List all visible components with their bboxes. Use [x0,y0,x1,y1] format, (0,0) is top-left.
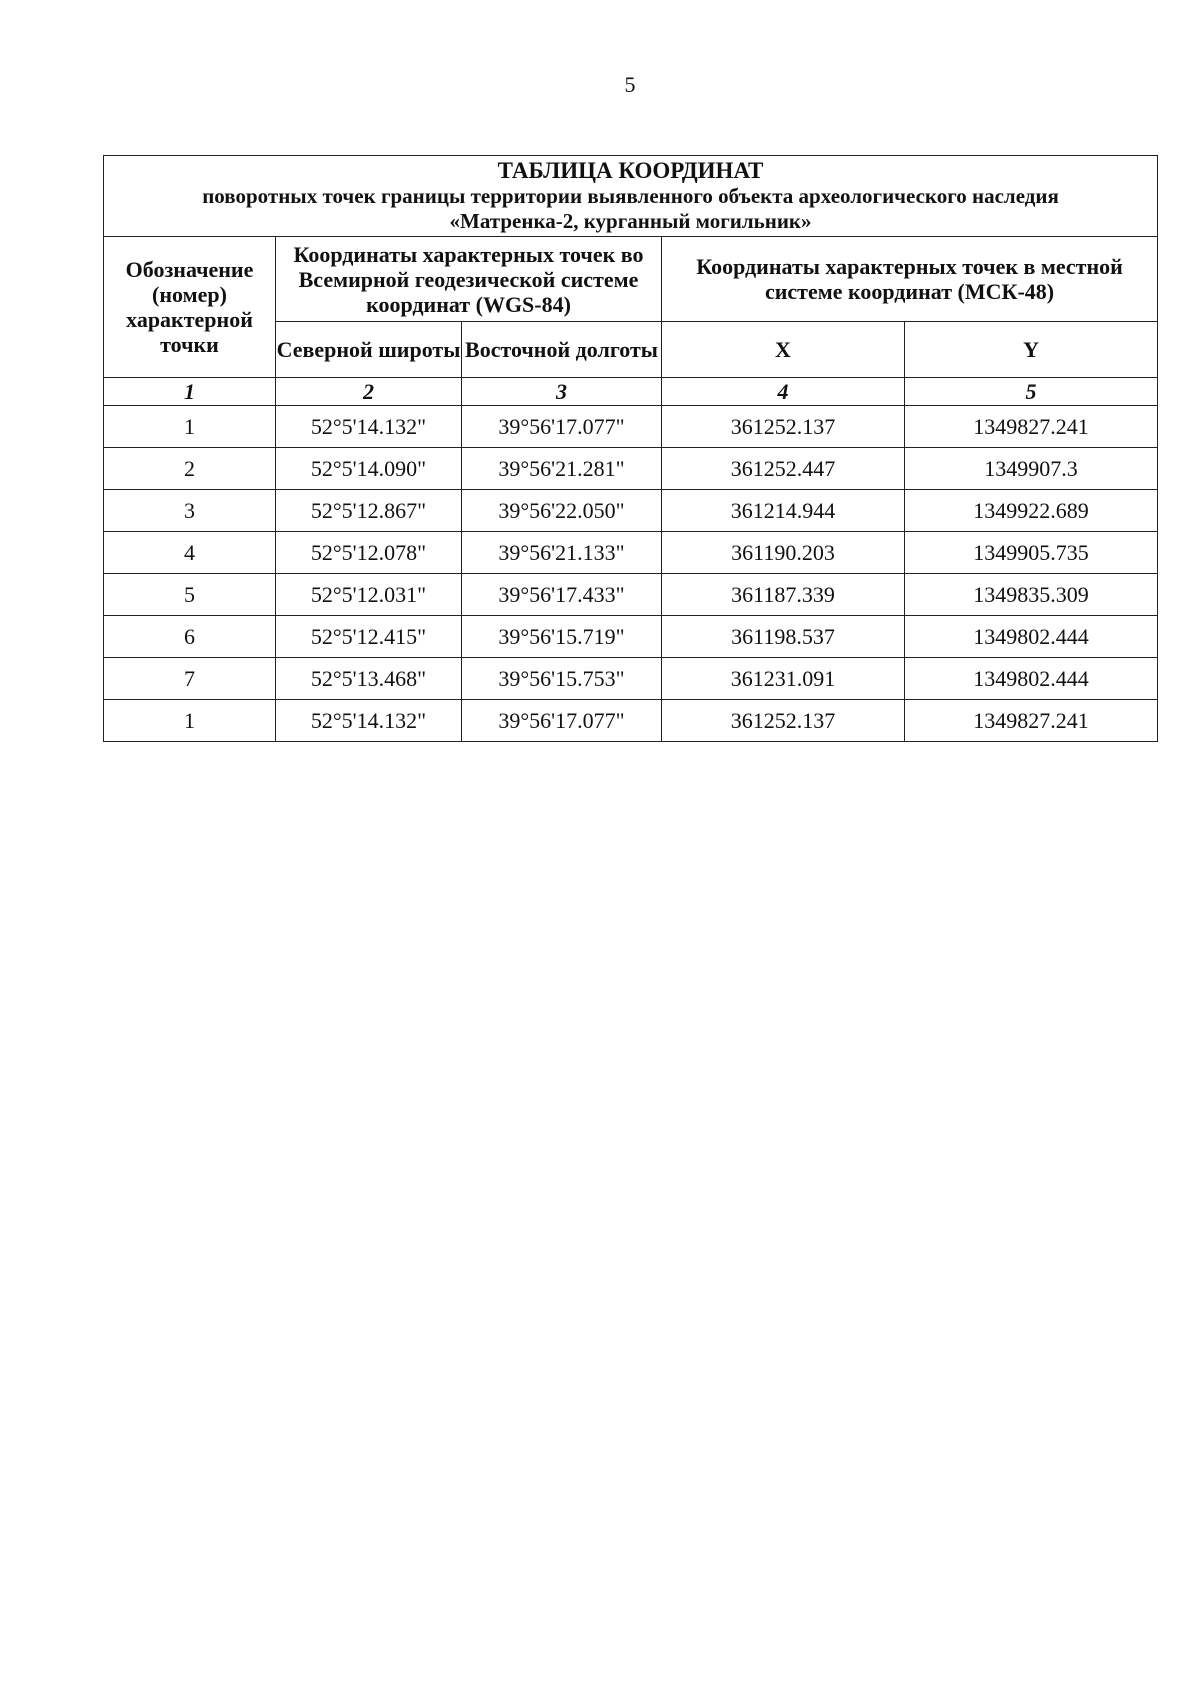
cell-y: 1349802.444 [905,658,1158,700]
header-local: Координаты характерных точек в местной системе координат (МСК-48) [662,237,1158,322]
cell-x: 361190.203 [662,532,905,574]
cell-lat: 52°5'14.132" [276,700,462,742]
coordinates-table [103,155,1158,742]
cell-lat: 52°5'12.415" [276,616,462,658]
cell-lat: 52°5'14.132" [276,406,462,448]
column-number: 3 [462,378,662,406]
table-title: ТАБЛИЦА КООРДИНАТ [497,158,764,183]
table-row [104,532,1158,574]
column-number-row [104,378,1158,406]
cell-point: 2 [104,448,276,490]
cell-lon: 39°56'15.753" [462,658,662,700]
cell-lon: 39°56'21.133" [462,532,662,574]
cell-x: 361198.537 [662,616,905,658]
table-row [104,406,1158,448]
cell-y: 1349827.241 [905,406,1158,448]
cell-y: 1349907.3 [905,448,1158,490]
cell-point: 3 [104,490,276,532]
cell-lon: 39°56'17.077" [462,406,662,448]
table-subtitle: поворотных точек границы территории выявленного объекта археологического наследия [202,184,1059,208]
cell-x: 361252.137 [662,406,905,448]
table-row [104,700,1158,742]
header-north: Северной широты [276,322,462,378]
cell-lon: 39°56'17.433" [462,574,662,616]
cell-lat: 52°5'12.031" [276,574,462,616]
cell-point: 5 [104,574,276,616]
cell-x: 361187.339 [662,574,905,616]
table-row [104,448,1158,490]
table-row [104,574,1158,616]
cell-point: 6 [104,616,276,658]
table-title-row [104,156,1158,237]
cell-point: 1 [104,700,276,742]
header-east: Восточной долготы [462,322,662,378]
cell-lon: 39°56'21.281" [462,448,662,490]
cell-point: 4 [104,532,276,574]
header-point: Обозначение (номер) характерной точки [104,237,276,378]
cell-x: 361214.944 [662,490,905,532]
cell-point: 7 [104,658,276,700]
cell-lon: 39°56'15.719" [462,616,662,658]
cell-y: 1349827.241 [905,700,1158,742]
cell-point: 1 [104,406,276,448]
cell-lat: 52°5'12.078" [276,532,462,574]
cell-x: 361252.137 [662,700,905,742]
table-row [104,490,1158,532]
cell-y: 1349922.689 [905,490,1158,532]
header-y: Y [905,322,1158,378]
header-wgs: Координаты характерных точек во Всемирной геодезической системе координат (WGS-84) [276,237,662,322]
cell-lon: 39°56'17.077" [462,700,662,742]
cell-lat: 52°5'12.867" [276,490,462,532]
cell-x: 361231.091 [662,658,905,700]
cell-y: 1349802.444 [905,616,1158,658]
column-number: 1 [104,378,276,406]
header-row-main [104,237,1158,322]
column-number: 2 [276,378,462,406]
cell-lat: 52°5'14.090" [276,448,462,490]
table-row [104,658,1158,700]
cell-lat: 52°5'13.468" [276,658,462,700]
table-title-cell [104,156,1158,237]
object-name: «Матренка-2, курганный могильник» [449,209,812,233]
cell-y: 1349835.309 [905,574,1158,616]
page-number: 5 [624,72,636,97]
header-x: X [662,322,905,378]
cell-lon: 39°56'22.050" [462,490,662,532]
cell-y: 1349905.735 [905,532,1158,574]
column-number: 5 [905,378,1158,406]
column-number: 4 [662,378,905,406]
table-row [104,616,1158,658]
cell-x: 361252.447 [662,448,905,490]
